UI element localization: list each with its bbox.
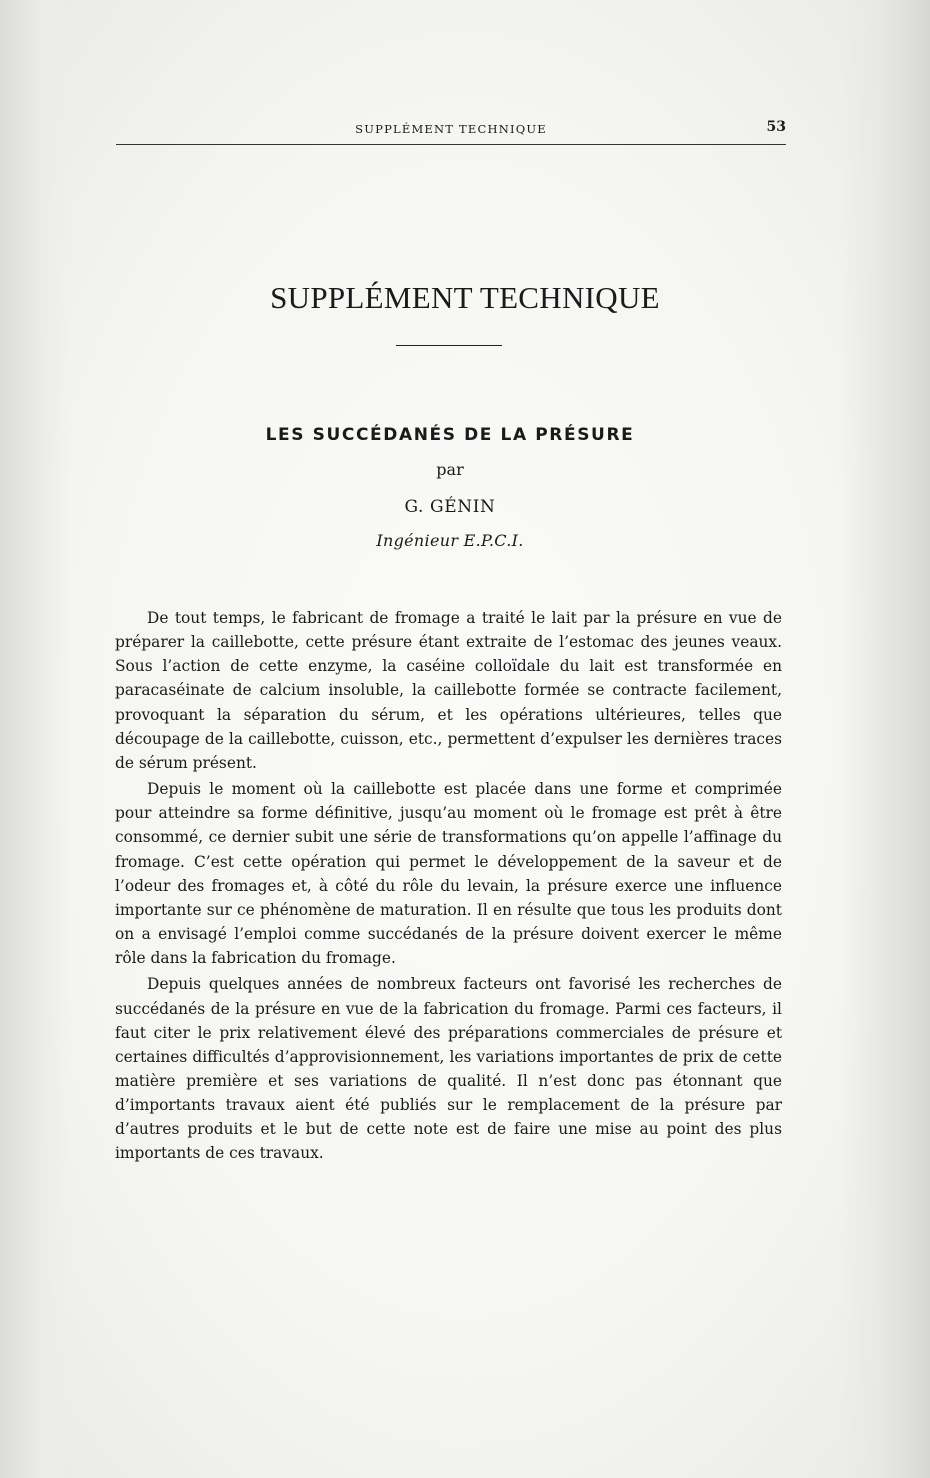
author-name: G. GÉNIN — [404, 497, 496, 517]
body-paragraph: De tout temps, le fabricant de fromage a traité le lait par la présure en vue de préparer la caillebotte, cette présure étant extraite de l’estomac des jeunes veaux. Sous l’action de cette enzyme, la caséine colloïdale du lait est transformée en paracaséinate de calcium insoluble, la caillebotte formée se contracte facilement, provoquant la séparation du sérum, et les opérations ultérieures, telles que découpage de la caillebotte, cuisson, etc., permettent d’expulser les dernières traces de sérum présent. — [115, 609, 782, 772]
page-number: 53 — [766, 119, 786, 135]
byline: par — [436, 460, 464, 479]
title-divider — [396, 345, 502, 346]
running-title: SUPPLÉMENT TECHNIQUE — [355, 122, 547, 136]
page-edge-shadow-left — [0, 0, 70, 1478]
running-header — [116, 118, 786, 145]
body-paragraph: Depuis le moment où la caillebotte est placée dans une forme et comprimée pour atteindre sa forme définitive, jusqu’au moment où le fromage est prêt à être consommé, ce dernier subit une série de transformations qu’on appelle l’affinage du fromage. C’est cette opération qui permet le développement de la saveur et de l’odeur des fromages et, à côté du rôle du levain, la présure exerce une influence importante sur ce phénomène de maturation. Il en résulte que tous les produits dont on a envisagé l’emploi comme succédanés de la présure doivent exercer le même rôle dans la fabrication du fromage. — [115, 780, 782, 968]
body-paragraph: Depuis quelques années de nombreux facteurs ont favorisé les recherches de succédanés de la présure en vue de la fabrication du fromage. Parmi ces facteurs, il faut citer le prix relativement élevé des préparations commerciales de présure et certaines difficultés d’approvisionnement, les variations importantes de prix de cette matière première et ses variations de qualité. Il n’est donc pas étonnant que d’importants travaux aient été publiés sur le remplacement de la présure par d’autres produits et le but de cette note est de faire une mise au point des plus importants de ces travaux. — [115, 975, 782, 1163]
page-edge-shadow-right — [840, 0, 930, 1478]
section-title: SUPPLÉMENT TECHNIQUE — [270, 280, 660, 315]
article-title: LES SUCCÉDANÉS DE LA PRÉSURE — [265, 425, 635, 445]
author-affiliation: Ingénieur E.P.C.I. — [376, 531, 524, 550]
article-body — [115, 606, 782, 1168]
